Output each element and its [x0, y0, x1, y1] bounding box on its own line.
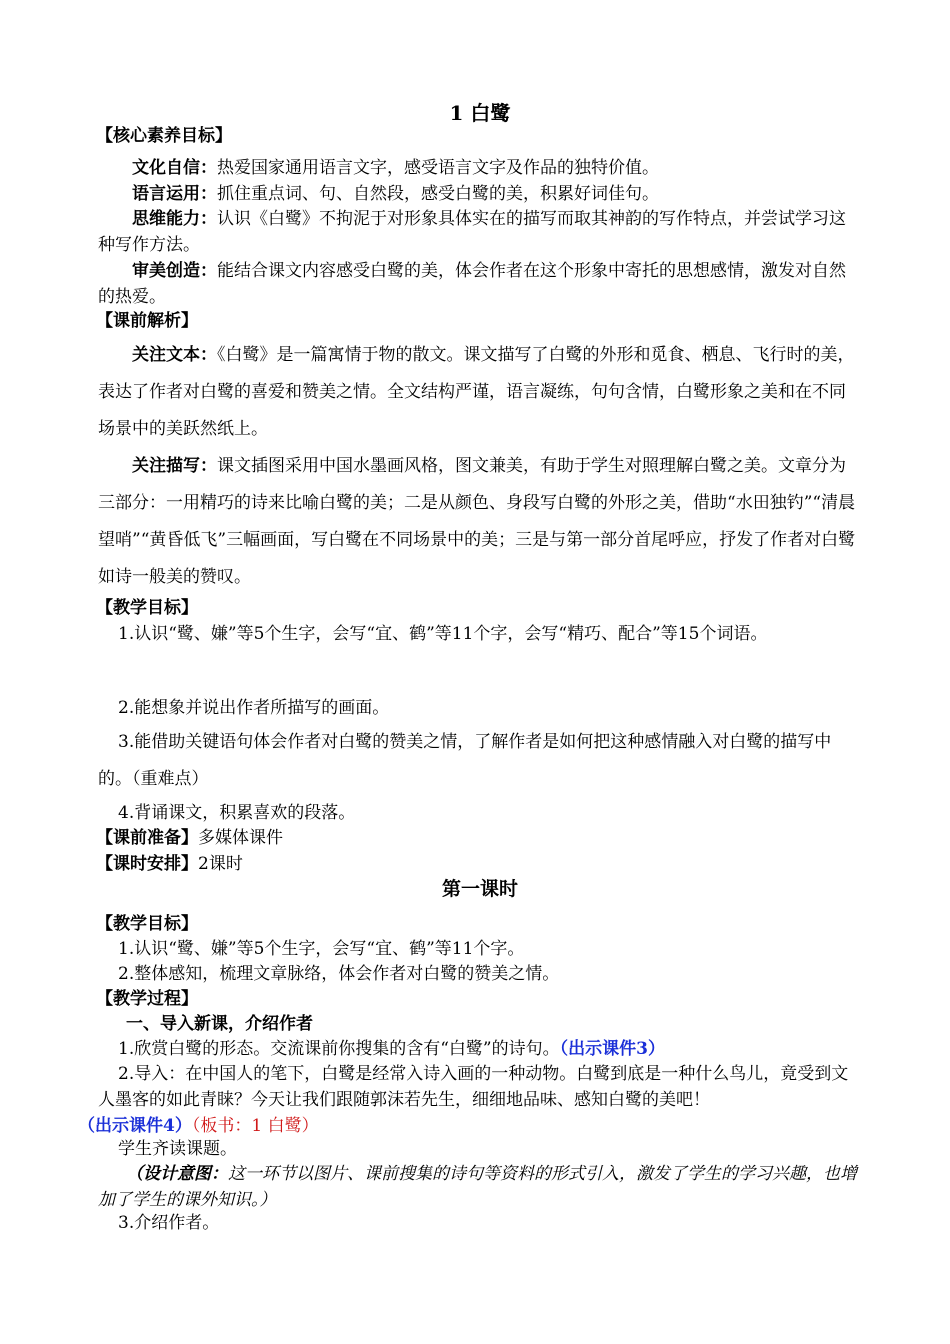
core-goal-thinking — [98, 206, 862, 258]
text: 2.导入：在中国人的笔下，白鹭是经常入诗入画的一种动物。白鹭到底是一种什么鸟儿，竟受到文人墨客的如此青睐？今天让我们跟随郭沫若先生，细细地品味、感知白鹭的美吧！ — [98, 1064, 849, 1110]
teaching-goal-2: 2.能想象并说出作者所描写的画面。 — [118, 698, 390, 718]
lesson-preparation — [96, 830, 860, 847]
teaching-goal-1: 1.认识“鹭、嫌”等5个生字，会写“宜、鹤”等11个字，会写“精巧、配合”等15个词语。 — [118, 624, 768, 644]
section-header-core-goals: 【核心素养目标】 — [96, 126, 232, 146]
process-paragraph-2 — [78, 1061, 862, 1139]
text: 《白鹭》是一篇寓情于物的散文。课文描写了白鹭的外形和觅食、栖息、飞行时的美，表达了作者对白鹭的喜爱和赞美之情。全文结构严谨，语言凝练，句句含情，白鹭形象之美和在不同场景中的美跃然纸上。 — [98, 345, 855, 439]
label: 思维能力： — [132, 209, 217, 229]
text: 能结合课文内容感受白鹭的美，体会作者在这个形象中寄托的思想感情，激发对自然的热爱。 — [98, 261, 846, 307]
design-intent — [98, 1161, 862, 1213]
board-note: （板书：1 白鹭） — [191, 1116, 319, 1136]
label: 【课时安排】 — [96, 854, 198, 874]
lesson-goal-2: 2.整体感知，梳理文章脉络，体会作者对白鹭的赞美之情。 — [118, 964, 560, 984]
page-title: 1 白鹭 — [449, 101, 511, 125]
analysis-description-paragraph — [98, 448, 862, 596]
teaching-goal-3: 3.能借助关键语句体会作者对白鹭的赞美之情，了解作者是如何把这种感情融入对白鹭的描写中的。（重难点） — [98, 732, 832, 789]
label: （设计意图： — [126, 1164, 228, 1184]
core-goal-aesthetic — [98, 258, 862, 310]
courseware-ref: （出示课件4） — [78, 1116, 192, 1136]
label: 文化自信： — [132, 158, 217, 178]
process-paragraph-1 — [98, 1041, 882, 1058]
courseware-ref: （出示课件3） — [559, 1039, 665, 1059]
label: 关注文本： — [132, 345, 217, 365]
text: 这一环节以图片、课前搜集的诗句等资料的形式引入，激发了学生的学习兴趣，也增加了学生的课外知识。） — [98, 1164, 857, 1210]
label: 语言运用： — [132, 184, 217, 204]
text: 多媒体课件 — [198, 828, 283, 848]
step-title: 一、导入新课，介绍作者 — [126, 1014, 313, 1034]
text: 抓住重点词、句、自然段，感受白鹭的美，积累好词佳句。 — [217, 184, 659, 204]
process-paragraph-3: 学生齐读课题。 — [118, 1139, 237, 1159]
text: 1.欣赏白鹭的形态。交流课前你搜集的含有“白鹭”的诗句。 — [118, 1039, 560, 1059]
text: 热爱国家通用语言文字，感受语言文字及作品的独特价值。 — [217, 158, 659, 178]
section-header-teaching-process: 【教学过程】 — [96, 989, 198, 1009]
label: 关注描写： — [132, 456, 217, 476]
label: 【课前准备】 — [96, 828, 198, 848]
lesson-title: 第一课时 — [441, 878, 518, 900]
section-header-preview-analysis: 【课前解析】 — [96, 311, 198, 331]
process-paragraph-4: 3.介绍作者。 — [118, 1213, 220, 1233]
core-goal-culture — [98, 160, 862, 177]
section-header-lesson-goals: 【教学目标】 — [96, 914, 198, 934]
lesson-schedule — [96, 856, 860, 873]
label: 审美创造： — [132, 261, 217, 281]
analysis-text-paragraph — [98, 337, 862, 448]
text: 2课时 — [198, 854, 243, 874]
text: 认识《白鹭》不拘泥于对形象具体实在的描写而取其神韵的写作特点，并尝试学习这种写作方法。 — [98, 209, 846, 255]
teaching-goal-4: 4.背诵课文，积累喜欢的段落。 — [118, 803, 356, 823]
lesson-goal-1: 1.认识“鹭、嫌”等5个生字，会写“宜、鹤”等11个字。 — [118, 939, 525, 959]
text: 课文插图采用中国水墨画风格，图文兼美，有助于学生对照理解白鹭之美。文章分为三部分：一用精巧的诗来比喻白鹭的美；二是从颜色、身段写白鹭的外形之美，借助“水田独钓”“清晨望哨”“黄昏低飞”三幅画面，写白鹭在不同场景中的美；三是与第一部分首尾呼应，抒发了作者对白鹭如诗一般美的赞叹。 — [98, 456, 856, 587]
core-goal-language — [98, 186, 862, 203]
section-header-teaching-goals: 【教学目标】 — [96, 598, 198, 618]
